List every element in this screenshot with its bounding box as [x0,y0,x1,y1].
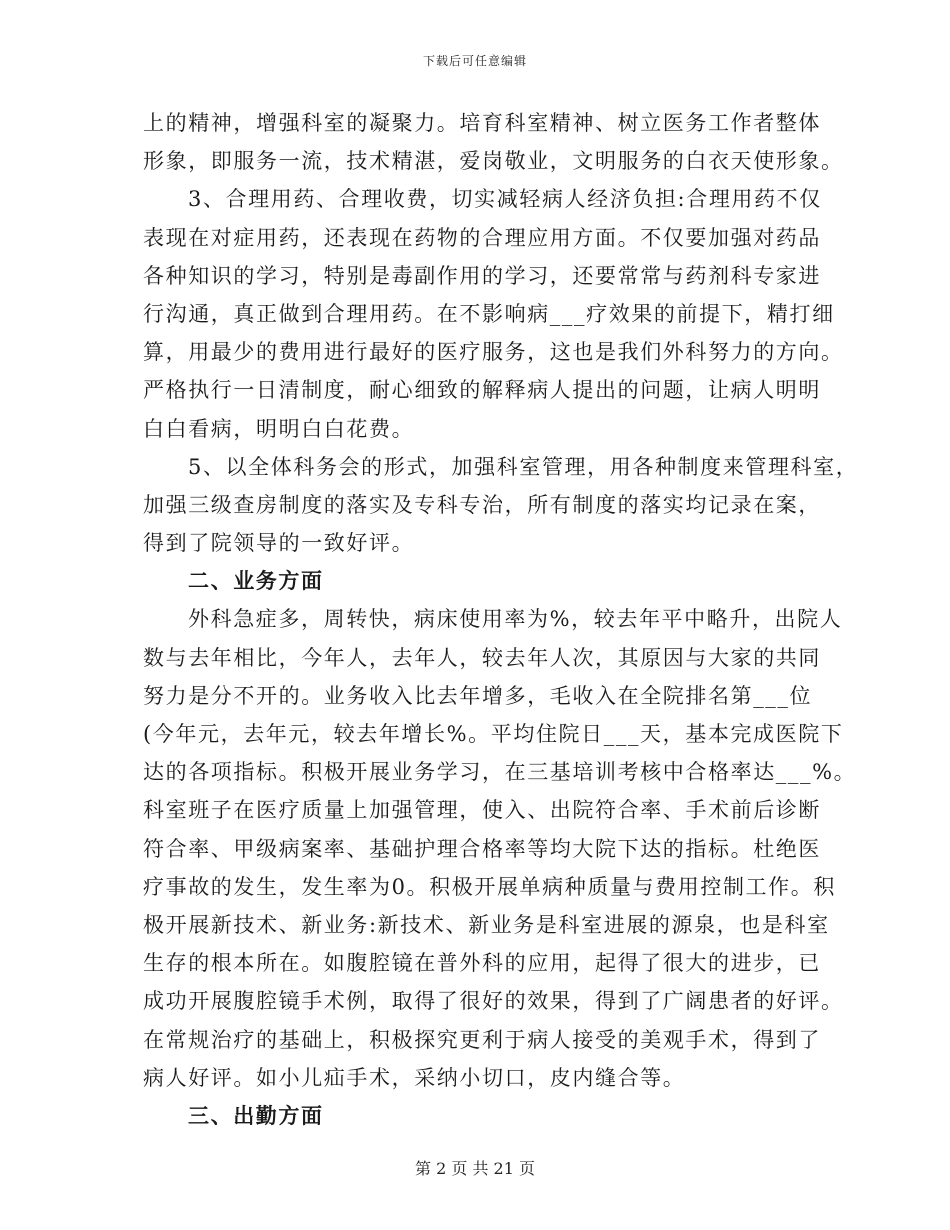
text-line: 形象，即服务一流，技术精湛，爱岗敬业，文明服务的白衣天使形象。 [143,149,844,174]
text-line: 病人好评。如小儿疝手术，采纳小切口，皮内缝合等。 [143,1065,686,1090]
text-line: 在常规治疗的基础上，积极探究更利于病人接受的美观手术，得到了 [143,1027,821,1052]
text-line: 符合率、甲级病案率、基础护理合格率等均大院下达的指标。杜绝医 [143,836,821,861]
text-line: 数与去年相比，今年人，去年人，较去年人次，其原因与大家的共同 [143,645,821,670]
text-line: 生存的根本所在。如腹腔镜在普外科的应用，起得了很大的进步，已 [143,951,821,976]
text-line: 努力是分不开的。业务收入比去年增多，毛收入在全院排名第___位 [143,683,813,708]
text-line: 达的各项指标。积极开展业务学习，在三基培训考核中合格率达___%。 [143,760,857,785]
text-line: 上的精神，增强科室的凝聚力。培育科室精神、树立医务工作者整体 [143,111,821,135]
text-line: 极开展新技术、新业务:新技术、新业务是科室进展的源泉，也是科室 [143,912,830,937]
text-line: 算，用最少的费用进行最好的医疗服务，这也是我们外科努力的方向。 [143,340,844,365]
text-line: (今年元，去年元，较去年增长%。平均住院日___天，基本完成医院下 [143,722,844,746]
page-header: 下载后可任意编辑 [422,54,527,68]
text-line: 白白看病，明明白白花费。 [143,416,415,441]
text-line: 各种知识的学习，特别是毒副作用的学习，还要常常与药剂科专家进 [143,263,821,288]
document-body [143,104,859,1135]
text-line: 表现在对症用药，还表现在药物的合理应用方面。不仅要加强对药品 [143,225,821,250]
text-line: 严格执行一日清制度，耐心细致的解释病人提出的问题，让病人明明 [143,378,821,403]
text-line: 疗事故的发生，发生率为0。积极开展单病种质量与费用控制工作。积 [143,874,836,899]
text-line: 加强三级查房制度的落实及专科专治，所有制度的落实均记录在案， [143,492,821,517]
paragraph-start: 外科急症多，周转快，病床使用率为%，较去年平中略升，出院人 [188,607,843,632]
paragraph-start: 3、合理用药、合理收费，切实减轻病人经济负担:合理用药不仅 [188,187,822,212]
text-line: 科室班子在医疗质量上加强管理，使入、出院符合率、手术前后诊断 [143,798,821,823]
page-footer: 第 2 页 共 21 页 [415,1159,535,1178]
text-line: 成功开展腹腔镜手术例，取得了很好的效果，得到了广阔患者的好评。 [143,989,844,1014]
text-line: 行沟通，真正做到合理用药。在不影响病___疗效果的前提下，精打细 [143,301,835,326]
section-heading: 二、业务方面 [188,568,324,594]
section-heading: 三、出勤方面 [188,1102,324,1128]
text-line: 得到了院领导的一致好评。 [143,531,415,556]
paragraph-start: 5、以全体科务会的形式，加强科室管理，用各种制度来管理科室， [188,454,859,479]
